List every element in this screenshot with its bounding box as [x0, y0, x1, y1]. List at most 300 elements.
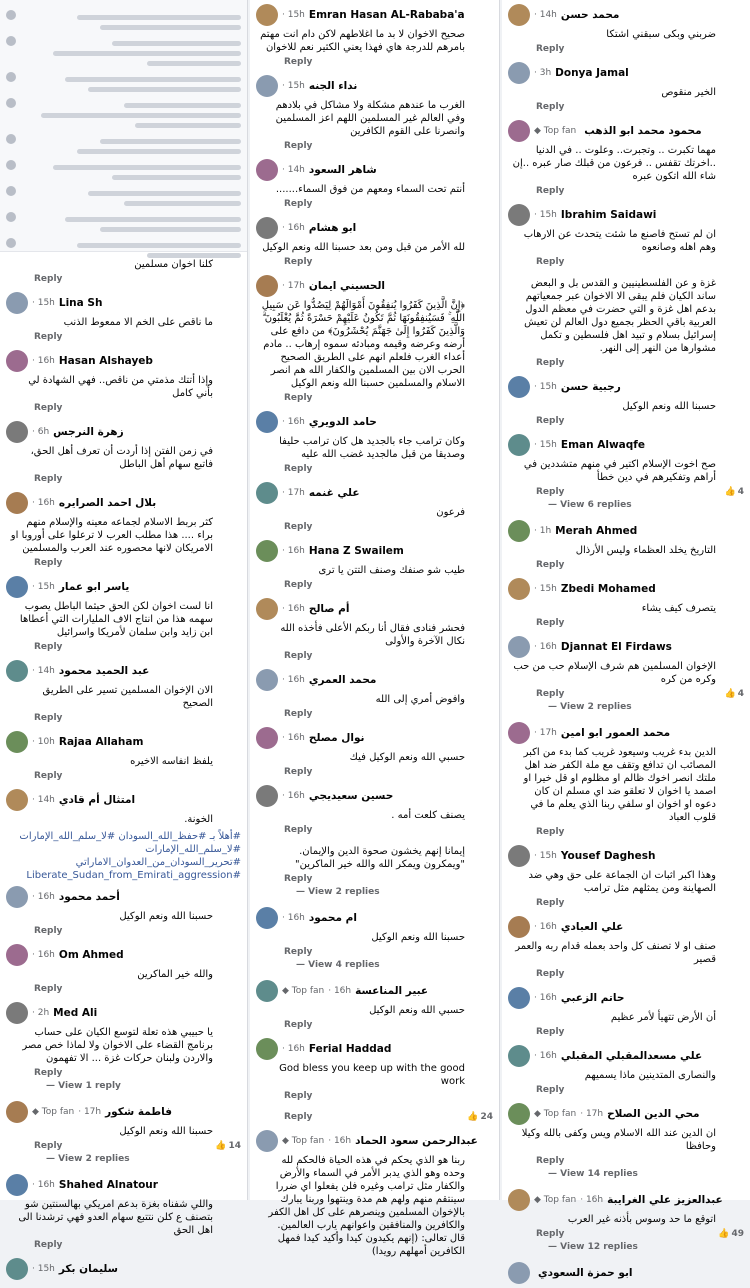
comment-header [6, 731, 241, 753]
comment-time: · 14h [282, 165, 305, 175]
comment-header [256, 540, 493, 562]
avatar[interactable] [256, 598, 278, 620]
comment-header [256, 669, 493, 691]
like-icon: 👍 [724, 689, 736, 699]
view-replies-link[interactable]: — View 2 replies [548, 702, 632, 712]
comment-time: · 15h [32, 582, 55, 592]
comment-actions [536, 689, 744, 699]
commenter-name[interactable]: حامد الدويري [308, 416, 377, 428]
commenter-name[interactable]: Ferial Haddad [308, 1043, 392, 1055]
commenter-name[interactable]: رجبية حسن [560, 381, 621, 393]
avatar[interactable] [508, 1262, 530, 1284]
comment-text: كثر بربط الاسلام لجماعه معينه والإسلام منهم براء .... هذا مطلب العرب لا ترعلوا على أوروبا او الامريكان لانها محصوره عند العرب والمسلمين [10, 517, 213, 554]
comment [0, 940, 247, 998]
comment-actions [34, 332, 241, 342]
avatar[interactable] [508, 434, 530, 456]
comment-actions [536, 358, 744, 368]
view-replies-link[interactable]: — View 12 replies [548, 1242, 638, 1252]
comment [250, 903, 499, 976]
avatar[interactable] [508, 916, 530, 938]
commenter-name[interactable]: Med Ali [53, 1007, 98, 1019]
commenter-name[interactable]: Lina Sh [58, 297, 103, 309]
commenter-name[interactable]: فاطمة شكور [105, 1106, 172, 1118]
commenter-name[interactable]: علي غنمه [308, 487, 360, 499]
comment [502, 116, 750, 200]
commenter-name[interactable]: حاتم الزعبي [560, 992, 625, 1004]
avatar[interactable] [256, 217, 278, 239]
comment-text: كلنا اخوان مسلمين [134, 259, 213, 270]
commenter-name[interactable]: زهرة النرجس [53, 426, 124, 438]
comment-time: · 16h [282, 1044, 305, 1054]
view-replies-link[interactable]: — View 2 replies [46, 1154, 130, 1164]
reply-button[interactable]: Reply [34, 642, 63, 652]
comment-header [6, 660, 241, 682]
comment-header [508, 845, 744, 867]
comment [502, 271, 750, 372]
comment [502, 200, 750, 271]
avatar[interactable] [6, 350, 28, 372]
reply-button[interactable]: Reply [536, 898, 565, 908]
avatar[interactable] [6, 944, 28, 966]
comment [250, 71, 499, 155]
comment-text: حسبنا الله ونعم الوكيل [371, 932, 465, 943]
avatar[interactable] [508, 722, 530, 744]
commenter-name[interactable]: حسين سعيديجي [308, 790, 394, 802]
comment-time: · 14h [32, 666, 55, 676]
reply-button[interactable]: Reply [536, 618, 565, 628]
reply-button[interactable]: Reply [284, 825, 313, 835]
comment-time: · 15h [534, 382, 557, 392]
comment-actions [536, 898, 744, 908]
comment [250, 594, 499, 665]
reply-button[interactable]: Reply [536, 969, 565, 979]
avatar[interactable] [508, 376, 530, 398]
reply-button[interactable]: Reply [536, 1229, 565, 1239]
comment-header [508, 376, 744, 398]
avatar[interactable] [6, 1258, 28, 1280]
comment-text: ان لم تستح فاصنع ما شئت يتحدث عن الارهاب وهم اهله وصانعوه [523, 229, 716, 253]
commenter-name[interactable]: محمد حسن [560, 9, 620, 21]
comment-text: الدين بدء غريب وسيعود غريب كما بدء من اكبر المصائب ان تدافع وتقف مع ملة الكفر ضد اهل ملتك انصر اخوك ظالم او مظلوم او قل خيرا او اصمد يا اخوان لا تعلقو ضد اي مسلم ان كان دعوه او اخوان او سلفي ربنا الذي يعلم ما في قلوب العباد [523, 747, 716, 823]
comment-header [6, 886, 241, 908]
comment [0, 288, 247, 346]
reaction-count[interactable] [725, 487, 744, 497]
avatar[interactable] [508, 578, 530, 600]
reply-button[interactable]: Reply [536, 358, 565, 368]
comment-actions [284, 522, 493, 532]
comment-text: فحشر فنادى فقال أنا ربكم الأعلى فأخذه الله نكال الآخرة والأولى [280, 623, 465, 647]
comment-text: God bless you keep up with the good work [279, 1063, 465, 1087]
view-replies-link[interactable]: — View 4 replies [296, 960, 380, 970]
reply-button[interactable]: Reply [284, 257, 313, 267]
comment-text: في زمن الفتن إذا أردت أن تعرف أهل الحق، فاتبع سهام أهل الباطل [30, 446, 213, 470]
commenter-name[interactable]: Yousef Daghesh [560, 850, 656, 862]
avatar[interactable] [6, 660, 28, 682]
comment-actions [536, 257, 744, 267]
avatar[interactable] [256, 727, 278, 749]
comment-text: لله الأمر من قبل ومن بعد حسبنا الله ونعم الوكيل [262, 242, 465, 253]
avatar[interactable] [6, 292, 28, 314]
comment-list [502, 0, 750, 1288]
avatar[interactable] [6, 731, 28, 753]
comment-time: · 15h [32, 1264, 55, 1274]
comment-text: يتصرف كيف يشاء [641, 603, 716, 614]
avatar[interactable] [256, 540, 278, 562]
reaction-count[interactable] [467, 1112, 493, 1122]
avatar[interactable] [256, 411, 278, 433]
comment-time: · 17h [78, 1107, 102, 1117]
comment [250, 0, 499, 71]
reply-button[interactable]: Reply [284, 1112, 313, 1122]
top-fan-badge: ◆ Top fan [534, 1109, 577, 1119]
commenter-name[interactable]: Djannat El Firdaws [560, 641, 672, 653]
commenter-name[interactable]: عبد الحميد محمود [58, 665, 150, 677]
comment-actions [536, 44, 744, 54]
comment-actions [284, 257, 493, 267]
avatar[interactable] [256, 785, 278, 807]
comment-header [256, 482, 493, 504]
comment-time: · 15h [534, 851, 557, 861]
commenter-name[interactable]: أحمد محمود [58, 891, 120, 903]
reaction-count[interactable] [215, 1141, 241, 1151]
view-replies-link[interactable]: — View 6 replies [548, 500, 632, 510]
comment-text: يلفظ انفاسه الاخيره [130, 756, 213, 767]
comment-time: · 16h [282, 546, 305, 556]
commenter-name[interactable]: محي الدين الصلاح [607, 1108, 700, 1120]
commenter-name[interactable]: Emran Hasan AL-Rababa'a [308, 9, 465, 21]
commenter-name[interactable]: امتثال أم قادي [58, 794, 136, 806]
view-replies-link[interactable]: — View 1 reply [46, 1081, 121, 1091]
commenter-name[interactable]: ام محمود [308, 912, 357, 924]
comment-time: · 16h [32, 1180, 55, 1190]
commenter-name[interactable]: Hasan Alshayeb [58, 355, 153, 367]
comment-actions [536, 186, 744, 196]
comment-header [256, 4, 493, 26]
reaction-count[interactable] [718, 1229, 744, 1239]
comment [502, 516, 750, 574]
commenter-name[interactable]: أم صالح [308, 603, 350, 615]
commenter-name[interactable]: عبدالعزيز علي الغرايبة [607, 1194, 723, 1206]
commenter-name[interactable]: Merah Ahmed [555, 525, 638, 537]
commenter-name[interactable]: ابو حمزة السعودي [538, 1267, 633, 1279]
comment-text: واللي شفناه بغزة بدعم امريكي بهالسنتين شو بتصنف ع كلن نتتبع سهام العدو فهي ترشدنا الى اهل الحق [18, 1199, 213, 1236]
reply-button[interactable]: Reply [284, 393, 313, 403]
avatar[interactable] [256, 1130, 278, 1152]
comment-time: · 16h [282, 791, 305, 801]
reply-button[interactable]: Reply [34, 1068, 63, 1078]
commenter-name[interactable]: Donya Jamal [555, 67, 629, 79]
comment-actions [536, 487, 744, 497]
commenter-name[interactable]: Shahed Alnatour [58, 1179, 158, 1191]
reply-button[interactable]: Reply [34, 274, 63, 284]
reply-button[interactable]: Reply [284, 874, 313, 884]
reply-button[interactable]: Reply [536, 1027, 565, 1037]
reply-button[interactable]: Reply [536, 257, 565, 267]
comment-actions [284, 651, 493, 661]
comment [502, 574, 750, 632]
avatar[interactable] [256, 1038, 278, 1060]
commenter-name[interactable]: محمود محمد ابو الذهب [584, 125, 702, 137]
comment-text: صنف او لا تصنف كل واحد بعمله قدام ربه والعمر قصير [515, 941, 716, 965]
avatar[interactable] [256, 75, 278, 97]
reaction-number: 4 [737, 689, 744, 699]
comment-text: والله خير الماكرين [137, 969, 213, 980]
comment-text: غزة و عن الفلسطينيين و القدس بل و البعض ساند الكيان فلم يبقى الا الاخوان عبر جمعياتهم بدعم اهل غزة و التي حضرت في معظم الدول العربية باقي الحظر بجميع دول العالم لن تعيش إسرائيل بسلام و تبيد اهل فلسطين و تكمل مشوارها من النهر إلى النهر. [524, 278, 716, 354]
comment-time: · 16h [534, 1051, 557, 1061]
comment [502, 632, 750, 718]
comment-header [256, 907, 493, 929]
comment-text: حسبنا الله ونعم الوكيل [119, 1126, 213, 1137]
hashtag-block[interactable]: #أهلاً بـ #حفظ_الله_السودان #لا_سلم_الله_الإمارات #لا_سلم_الله_الإمارات #تحرير_السودان_من_العدوان_الاماراتي #Liberate_Sudan_from_Emirati_aggression [19, 831, 241, 881]
comment-time: · 15h [282, 81, 305, 91]
avatar[interactable] [256, 482, 278, 504]
comment [0, 656, 247, 727]
avatar[interactable] [6, 1174, 28, 1196]
comment-actions [536, 560, 744, 570]
comment-actions [284, 1112, 493, 1122]
avatar[interactable] [508, 520, 530, 542]
comment-text: طيب شو صنفك وصنف التتن يا ترى [318, 565, 465, 576]
comment-actions [536, 416, 744, 426]
commenter-name[interactable]: سليمان بكر [58, 1263, 118, 1275]
reply-button[interactable]: Reply [536, 102, 565, 112]
comment-time: · 16h [534, 922, 557, 932]
commenter-name[interactable]: Eman Alwaqfe [560, 439, 645, 451]
comment-actions [284, 947, 493, 957]
reply-button[interactable]: Reply [284, 651, 313, 661]
comment-header [6, 1002, 241, 1024]
commenter-name[interactable]: نوال مصلح [308, 732, 365, 744]
comment-text: ربنا هو الذي يحكم في هذه الحياة فالحكم لله وحده وهو الذي يدبر الأمر في السماء والأرض والكفار مثل ترامب وغيره فلن يفعلوا اي ضررا سينتقم منهم ولهم هم مدة وينتهوا وربنا يبارك بالإخوان المسلمين وينصرهم على كل اهل الكفر والكافرين والمنافقين واعوانهم يارب العالمين. قال تعالى: (إنهم يكيدون كيدا وأكيد كيدا فمهل الكافرين أمهلهم رويدا) [268, 1155, 465, 1257]
commenter-name[interactable]: ابو هشام [308, 222, 357, 234]
comment [0, 882, 247, 940]
comment-actions [34, 926, 241, 936]
comment-header [256, 411, 493, 433]
comment [250, 478, 499, 536]
commenter-name[interactable]: Om Ahmed [58, 949, 124, 961]
reply-button[interactable]: Reply [536, 827, 565, 837]
reply-button[interactable]: Reply [34, 1240, 63, 1250]
view-replies-link[interactable]: — View 14 replies [548, 1169, 638, 1179]
view-replies-link[interactable]: — View 2 replies [296, 887, 380, 897]
avatar[interactable] [508, 1045, 530, 1067]
commenter-name[interactable]: الحسيني ايمان [308, 280, 386, 292]
comment-header [508, 636, 744, 658]
comment-actions [536, 102, 744, 112]
comment-list [0, 252, 247, 1284]
comment-time: · 10h [32, 737, 55, 747]
comment-actions [34, 1240, 241, 1250]
comment-time: · 15h [282, 10, 305, 20]
comment-text: يصنف كلعت أمه . [391, 810, 465, 821]
comment-header [6, 1174, 241, 1196]
comment-header [508, 1262, 744, 1284]
reply-button[interactable]: Reply [284, 464, 313, 474]
commenter-name[interactable]: Zbedi Mohamed [560, 583, 656, 595]
comment-actions [536, 827, 744, 837]
reply-button[interactable]: Reply [284, 1091, 313, 1101]
comment-text: انا لست اخوان لكن الحق حيثما الباطل يصوب سهمه هذا من انتاج الاف المليارات التي أعطاها ابن زايد وابن سلمان لأمريكا واسرائيل [19, 601, 213, 638]
comment-actions [284, 199, 493, 209]
commenter-name[interactable]: محمد العمري [308, 674, 377, 686]
commenter-name[interactable]: Hana Z Swailem [308, 545, 404, 557]
reply-button[interactable]: Reply [284, 767, 313, 777]
comment-header [508, 204, 744, 226]
comment-actions [284, 141, 493, 151]
comment-text: الإخوان المسلمين هم شرف الإسلام حب من حب وكره من كره [513, 661, 716, 685]
comment-time: · 16h [534, 993, 557, 1003]
avatar[interactable] [256, 275, 278, 297]
commenter-name[interactable]: علي العبادي [560, 921, 624, 933]
comment-header [6, 1258, 241, 1280]
avatar[interactable] [256, 4, 278, 26]
reply-button[interactable]: Reply [536, 487, 565, 497]
reaction-number: 24 [480, 1112, 493, 1122]
reply-button[interactable]: Reply [536, 44, 565, 54]
comment-header [256, 217, 493, 239]
reply-button[interactable]: Reply [536, 560, 565, 570]
avatar[interactable] [256, 669, 278, 691]
comment-header [6, 492, 241, 514]
like-icon: 👍 [215, 1141, 227, 1151]
comment [250, 213, 499, 271]
comment [502, 430, 750, 516]
top-fan-badge: ◆ Top fan [282, 986, 325, 996]
reaction-count[interactable] [725, 689, 744, 699]
comment-header [6, 789, 241, 811]
reply-button[interactable]: Reply [34, 558, 63, 568]
reply-button[interactable]: Reply [284, 57, 313, 67]
reply-button[interactable]: Reply [536, 186, 565, 196]
commenter-name[interactable]: ياسر ابو عمار [58, 581, 130, 593]
reply-button[interactable]: Reply [34, 1141, 63, 1151]
comment [250, 1034, 499, 1105]
commenter-name[interactable]: Ibrahim Saidawi [560, 209, 657, 221]
comment-text: التاريخ يخلد العظماء وليس الأرذال [575, 545, 716, 556]
comment-header [6, 292, 241, 314]
reply-button[interactable]: Reply [284, 580, 313, 590]
comment [0, 785, 247, 830]
commenter-name[interactable]: عبدالرحمن سعود الحماد [355, 1135, 478, 1147]
comment-actions [34, 474, 241, 484]
comment-text: الغرب ما عندهم مشكلة ولا مشاكل في بلادهم وفي العالم غير المسلمين اللهم اعز المسلمين وانصرنا على القوم الكافرين [275, 100, 465, 137]
comment-actions [34, 1068, 241, 1078]
comment-time: · 16h [282, 675, 305, 685]
comment-actions [34, 1141, 241, 1151]
comment-actions [34, 274, 241, 284]
reply-button[interactable]: Reply [34, 332, 63, 342]
avatar[interactable] [508, 845, 530, 867]
reply-button[interactable]: Reply [34, 926, 63, 936]
commenter-name[interactable]: محمد العمور ابو امين [560, 727, 671, 739]
avatar[interactable] [508, 120, 530, 142]
avatar[interactable] [256, 980, 278, 1002]
reply-button[interactable]: Reply [284, 141, 313, 151]
comment-actions [536, 1156, 744, 1166]
comment-header [256, 727, 493, 749]
comment-time: · 16h [32, 356, 55, 366]
reply-button[interactable]: Reply [34, 474, 63, 484]
comment-time: · 16h [32, 892, 55, 902]
comment-time: · 14h [32, 795, 55, 805]
comment-time: · 17h [534, 728, 557, 738]
avatar[interactable] [6, 1002, 28, 1024]
comment [250, 723, 499, 781]
avatar[interactable] [256, 907, 278, 929]
comment-text: صح اخوت الإسلام اكتير في منهم متشددين في أراهم وتفكيرهم في دين خطأ [523, 459, 716, 483]
avatar[interactable] [508, 4, 530, 26]
avatar[interactable] [6, 1101, 28, 1123]
reply-button[interactable]: Reply [536, 1085, 565, 1095]
commenter-name[interactable]: بلال احمد الصرايره [58, 497, 157, 509]
avatar[interactable] [6, 421, 28, 443]
comment-time: · 16h [282, 604, 305, 614]
comment-header [508, 1103, 744, 1125]
avatar[interactable] [6, 789, 28, 811]
reply-button[interactable]: Reply [536, 1156, 565, 1166]
comment-text: ان الدين عند الله الاسلام ويس وكفى بالله وكيلا وحافظا [521, 1128, 716, 1152]
avatar[interactable] [6, 492, 28, 514]
comment-text: حسبي الله ونعم الوكيل فيك [349, 752, 465, 763]
comment [250, 1105, 499, 1126]
reply-button[interactable]: Reply [284, 199, 313, 209]
avatar[interactable] [508, 62, 530, 84]
comment-time: · 15h [534, 440, 557, 450]
avatar[interactable] [508, 1189, 530, 1211]
comment-text: يا حبيبي هذه تعلة لتوسع الكيان على حساب برنامج القضاء على الاخوان ولا لماذا خص مصر والاردن ولبنان حركات غزة ... الا تفهمون [22, 1027, 213, 1064]
reply-button[interactable]: Reply [284, 709, 313, 719]
reply-button[interactable]: Reply [284, 947, 313, 957]
top-fan-badge: ◆ Top fan [282, 1136, 325, 1146]
comment-time: · 16h [328, 986, 352, 996]
comment-header [256, 1038, 493, 1060]
comment-time: · 3h [534, 68, 552, 78]
avatar[interactable] [6, 886, 28, 908]
reply-button[interactable]: Reply [34, 771, 63, 781]
comment-header [256, 785, 493, 807]
reply-button[interactable]: Reply [536, 416, 565, 426]
comment-header [508, 120, 744, 142]
commenter-name[interactable]: شاهر السعود [308, 164, 377, 176]
commenter-name[interactable]: علي مسعدالمقبلي المقبلي [560, 1050, 703, 1062]
comment-text: الخير منقوص [661, 87, 716, 98]
comment-actions [34, 984, 241, 994]
reply-button[interactable]: Reply [284, 522, 313, 532]
avatar[interactable] [256, 159, 278, 181]
comment-time: · 16h [282, 223, 305, 233]
commenter-name[interactable]: Rajaa Allaham [58, 736, 144, 748]
commenter-name[interactable]: نداء الجنه [308, 80, 358, 92]
comment [502, 0, 750, 58]
comment-list [250, 0, 499, 1262]
avatar[interactable] [508, 1103, 530, 1125]
avatar[interactable] [6, 576, 28, 598]
reply-button[interactable]: Reply [34, 713, 63, 723]
reply-button[interactable]: Reply [34, 984, 63, 994]
reaction-number: 4 [737, 487, 744, 497]
comment-time: · 1h [534, 526, 552, 536]
reply-button[interactable]: Reply [34, 403, 63, 413]
avatar[interactable] [508, 987, 530, 1009]
commenter-name[interactable]: عبير المناعسة [355, 985, 429, 997]
reply-button[interactable]: Reply [284, 1020, 313, 1030]
comment [0, 252, 247, 288]
comment [0, 488, 247, 572]
reply-button[interactable]: Reply [536, 689, 565, 699]
comment-actions [284, 1020, 493, 1030]
avatar[interactable] [508, 204, 530, 226]
avatar[interactable] [508, 636, 530, 658]
